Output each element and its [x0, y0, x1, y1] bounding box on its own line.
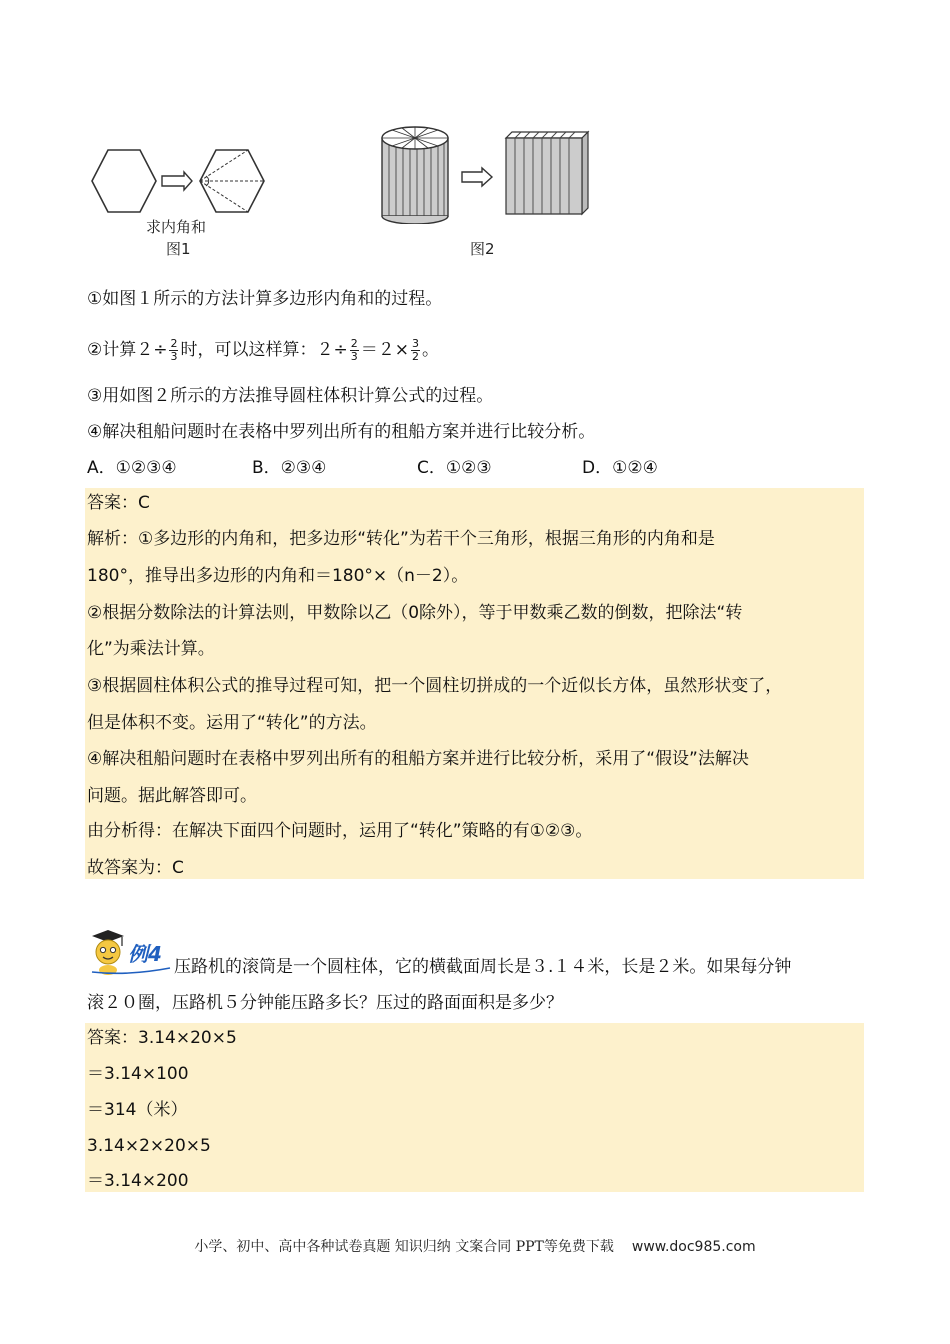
- arrow-right-icon: [462, 168, 492, 186]
- answer-1-line-9: 问题。据此解答即可。: [87, 786, 257, 806]
- diagonal-lines: [200, 150, 264, 212]
- option-a: A．①②③④: [87, 458, 177, 478]
- statement-4: ④解决租船问题时在表格中罗列出所有的租船方案并进行比较分析。: [87, 422, 596, 442]
- example-4-line-1: 压路机的滚筒是一个圆柱体，它的横截面周长是３.１４米，长是２米。如果每分钟: [174, 957, 792, 977]
- answer-1-line-7: 但是体积不变。运用了“转化”的方法。: [87, 713, 377, 733]
- option-b: B．②③④: [252, 458, 327, 478]
- answer-1-line-1: 答案：C: [87, 493, 150, 513]
- example-badge-label: 例4: [128, 942, 162, 966]
- answer-1-line-5: 化”为乘法计算。: [87, 639, 215, 659]
- fraction-three-halves: $\frac{3}{2}$: [411, 336, 419, 363]
- arrow-right-icon: [162, 172, 192, 190]
- hexagon-left: [92, 150, 156, 212]
- answer-1-line-4: ②根据分数除法的计算法则，甲数除以乙（0除外），等于甲数乘乙数的倒数，把除法“转: [87, 603, 743, 623]
- answer-1-line-3: 180°，推导出多边形的内角和＝180°×（n－2）。: [87, 566, 469, 586]
- answer-1-line-8: ④解决租船问题时在表格中罗列出所有的租船方案并进行比较分析，采用了“假设”法解决: [87, 749, 749, 769]
- answer-2-line-2: ＝3.14×100: [87, 1064, 189, 1084]
- cuboid-icon: [506, 132, 588, 214]
- statement-2: ②计算２÷ $\frac{2}{3}$ 时，可以这样算：２÷ $\frac{2}{3}$ ＝２× $\frac{3}{2}$ 。: [87, 336, 439, 363]
- fraction-two-thirds: $\frac{2}{3}$: [170, 336, 178, 363]
- answer-2-line-5: ＝3.14×200: [87, 1171, 189, 1191]
- option-d: D．①②④: [582, 458, 658, 478]
- answer-2-line-3: ＝314（米）: [87, 1100, 188, 1120]
- footer-url[interactable]: www.doc985.com: [631, 1239, 756, 1255]
- figure-2-cylinder: [378, 124, 594, 224]
- footer-text: 小学、初中、高中各种试卷真题 知识归纳 文案合同 PPT等免费下载: [194, 1239, 614, 1255]
- answer-1-line-2: 解析：①多边形的内角和，把多边形“转化”为若干个三角形，根据三角形的内角和是: [87, 529, 715, 549]
- statement-3: ③用如图２所示的方法推导圆柱体积计算公式的过程。: [87, 386, 494, 406]
- answer-1-line-11: 故答案为：C: [87, 858, 184, 878]
- fraction-two-thirds: $\frac{2}{3}$: [350, 336, 358, 363]
- option-c: C．①②③: [417, 458, 492, 478]
- answer-options: [87, 457, 658, 479]
- figure-1-hexagons: [88, 148, 268, 214]
- statement-1: ①如图１所示的方法计算多边形内角和的过程。: [87, 289, 443, 309]
- answer-2-line-1: 答案：3.14×20×5: [87, 1028, 237, 1048]
- answer-2-line-4: 3.14×2×20×5: [87, 1136, 211, 1156]
- figure-1-caption: 求内角和: [146, 218, 207, 236]
- answer-1-line-6: ③根据圆柱体积公式的推导过程可知，把一个圆柱切拼成的一个近似长方体，虽然形状变了，: [87, 676, 783, 696]
- example-4-line-2: 滚２０圈，压路机５分钟能压路多长？压过的路面面积是多少？: [87, 993, 563, 1013]
- figure-2-label: 图2: [470, 240, 495, 258]
- figure-1-label: 图1: [166, 240, 191, 258]
- answer-1-line-10: 由分析得：在解决下面四个问题时，运用了“转化”策略的有①②③。: [87, 821, 593, 841]
- cylinder-icon: [382, 127, 448, 224]
- page-footer: [0, 1236, 950, 1256]
